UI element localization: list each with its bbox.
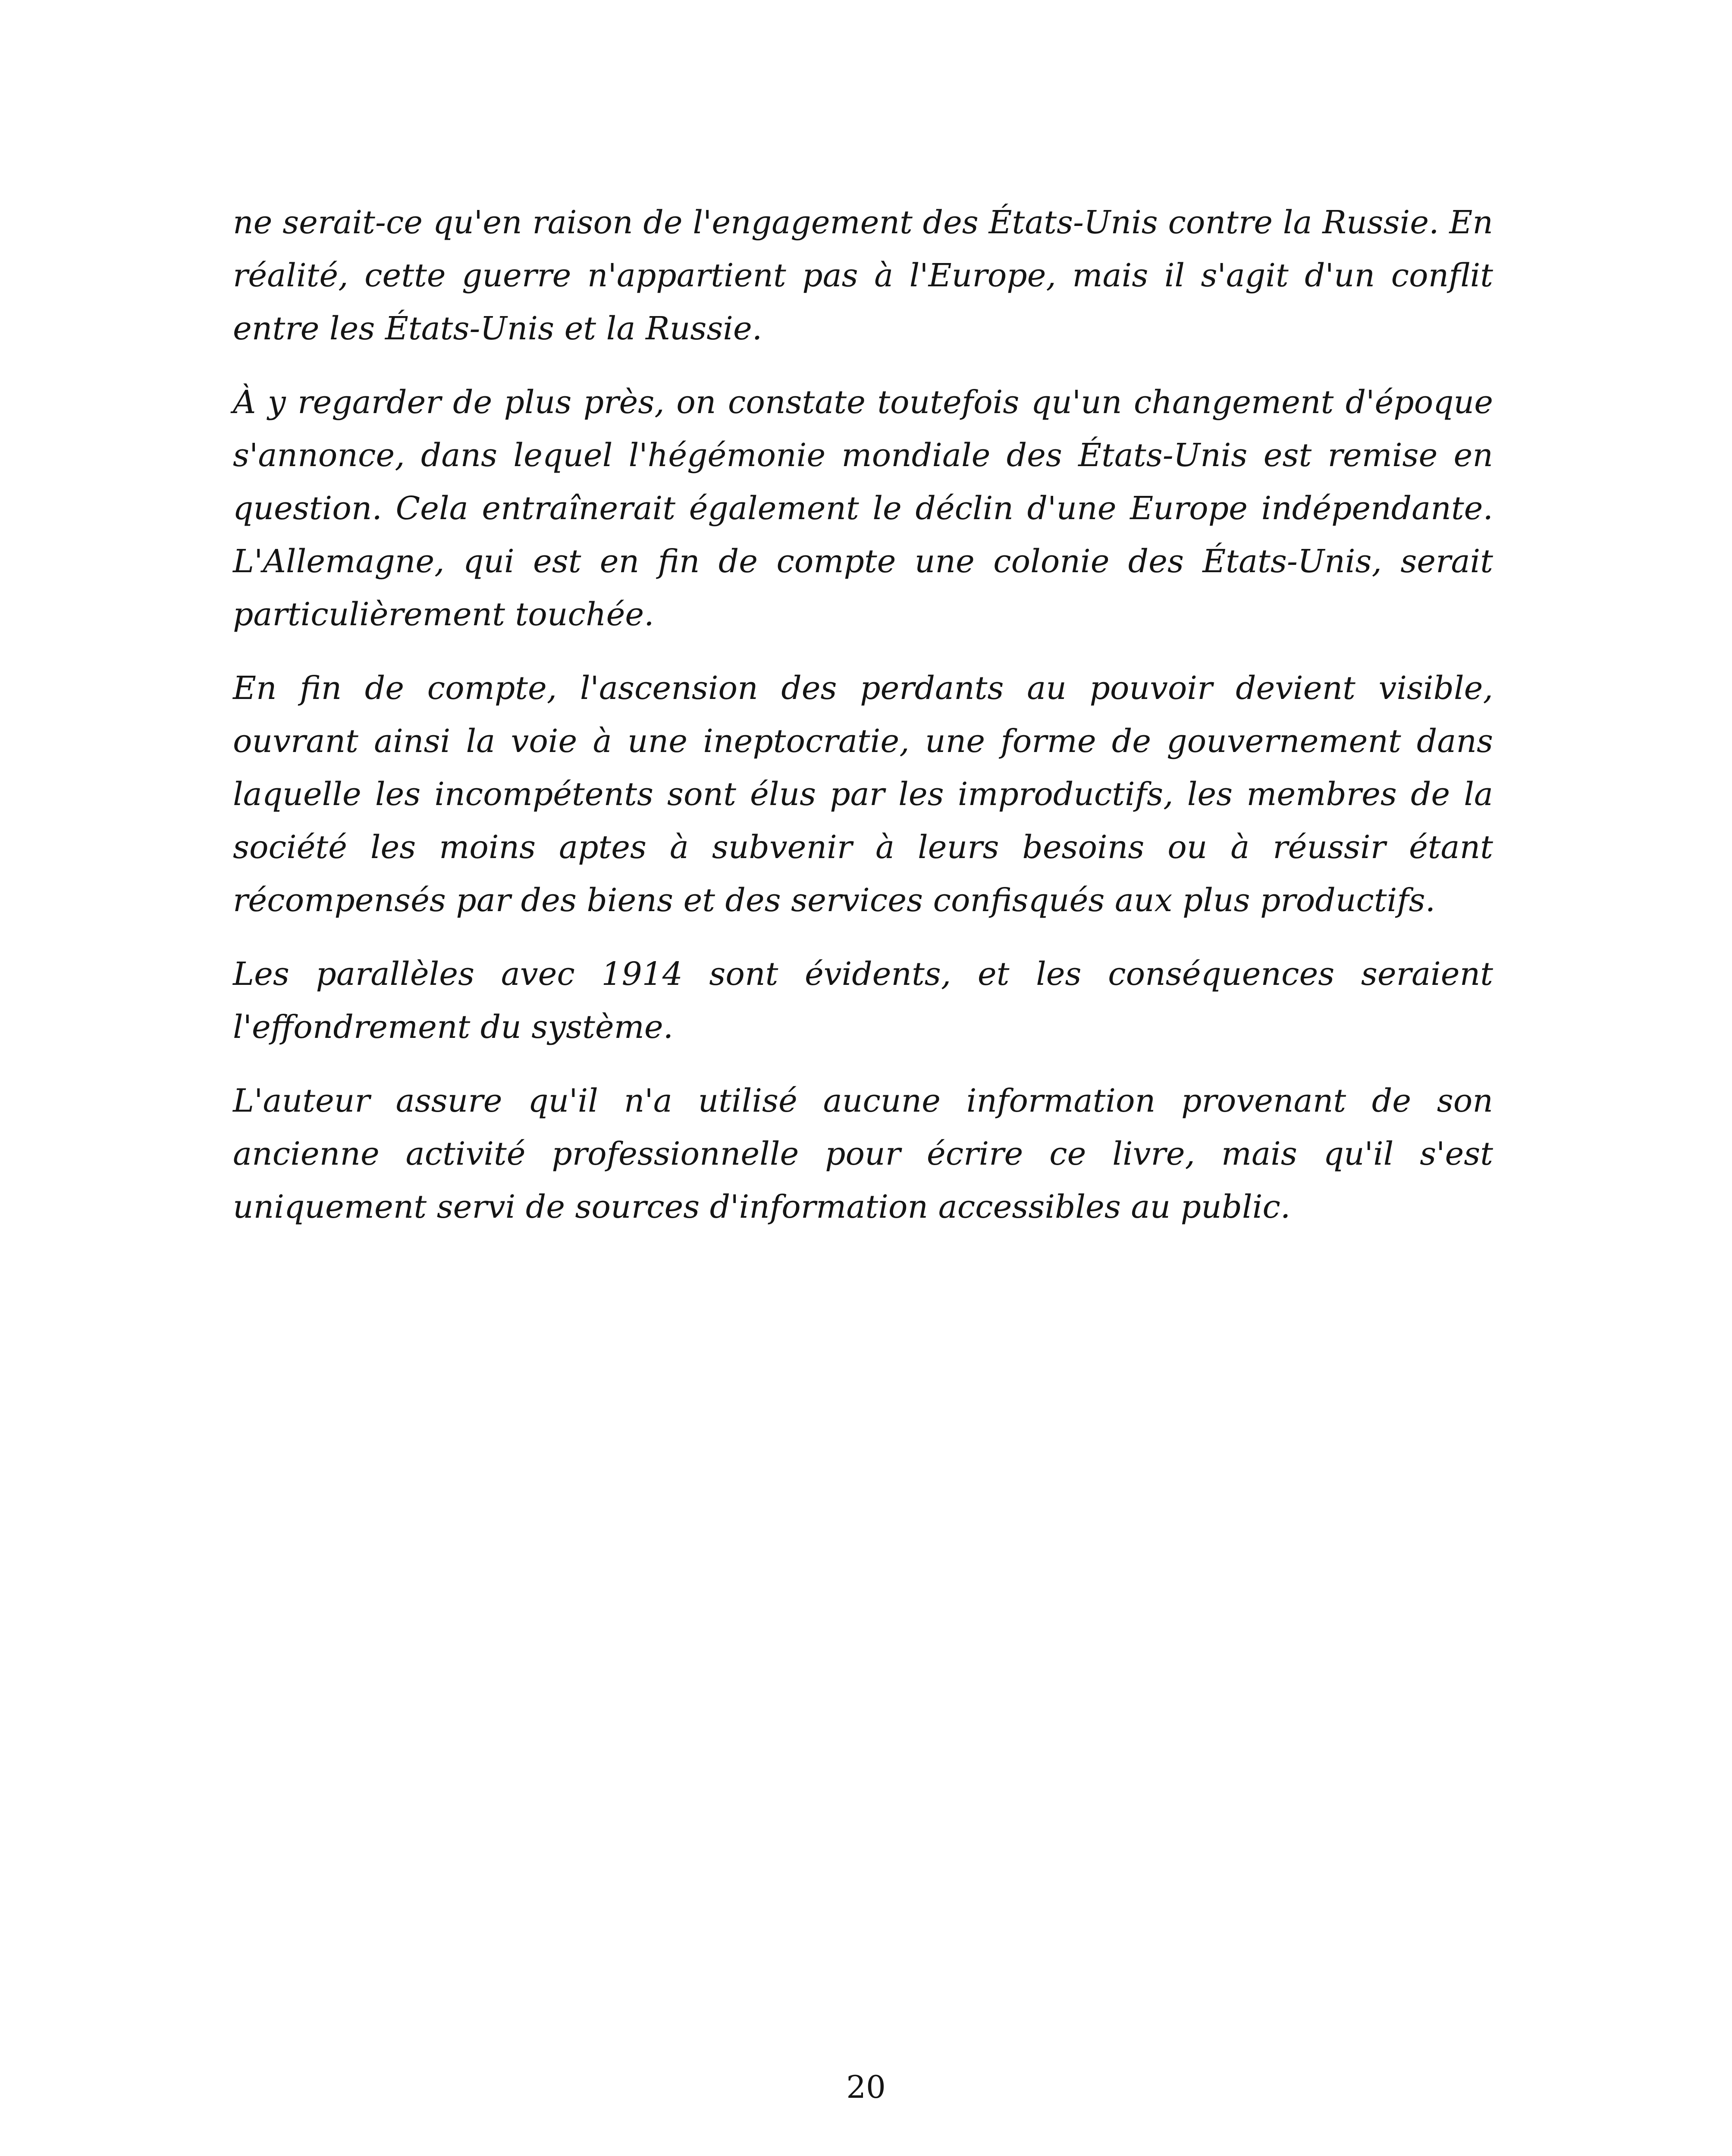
paragraph: En fin de compte, l'ascension des perdants au pouvoir devient visible, ouvrant ainsi la voie à une ineptocratie, une forme de gouvernement dans laquelle les incompétents sont élus par les improductifs, les membres de la société les moins aptes à subvenir à leurs besoins ou à réussir étant récompensés par des biens et des services confisqués aux plus productifs.: [233, 670, 1493, 919]
paragraph: Les parallèles avec 1914 sont évidents, et les conséquences seraient l'effondrement du système.: [233, 956, 1493, 1046]
page-number: 20: [846, 2069, 886, 2105]
body-text: [233, 196, 1493, 1254]
paragraph: ne serait-ce qu'en raison de l'engagement des États-Unis contre la Russie. En réalité, cette guerre n'appartient pas à l'Europe, mais il s'agit d'un conflit entre les États-Unis et la Russie.: [233, 204, 1493, 347]
paragraph: L'auteur assure qu'il n'a utilisé aucune information provenant de son ancienne activité professionnelle pour écrire ce livre, mais qu'il s'est uniquement servi de sources d'information accessibles au public.: [233, 1082, 1493, 1225]
paragraph: À y regarder de plus près, on constate toutefois qu'un changement d'époque s'annonce, dans lequel l'hégémonie mondiale des États-Unis est remise en question. Cela entraînerait également le déclin d'une Europe indépendante. L'Allemagne, qui est en fin de compte une colonie des États-Unis, serait particulièrement touchée.: [233, 384, 1493, 633]
